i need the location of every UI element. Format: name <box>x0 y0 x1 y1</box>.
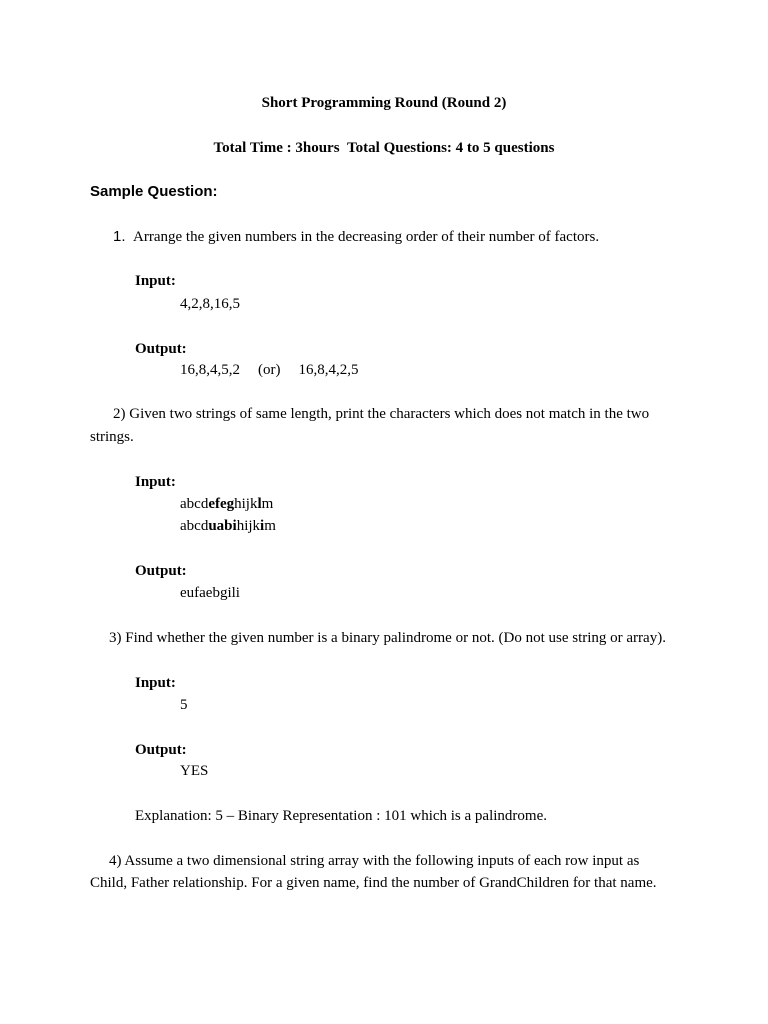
q2-input-line2 <box>180 516 276 536</box>
total-questions: Total Questions: 4 to 5 questions <box>347 140 555 156</box>
q1-input-label: Input: <box>135 273 176 289</box>
q1-output-label: Output: <box>135 341 187 357</box>
q1-output-b: 16,8,4,2,5 <box>298 362 359 378</box>
q3-explanation: Explanation: 5 – Binary Representation : 101 which is a palindrome. <box>135 808 547 824</box>
q2-in2-bold1: uabi <box>208 518 237 534</box>
q1-number: 1. <box>113 228 126 245</box>
question-1 <box>113 227 599 247</box>
q2-in2-plain2: hijk <box>236 518 261 534</box>
q2-text-line2: strings. <box>90 429 134 445</box>
q2-in1-bold1: efeg <box>208 496 235 512</box>
q3-input-label: Input: <box>135 675 176 691</box>
q1-output-value <box>180 360 359 380</box>
q3-output-value: YES <box>180 763 209 779</box>
q1-text: Arrange the given numbers in the decreasing order of their number of factors. <box>133 229 600 245</box>
q2-output-value: eufaebgili <box>180 585 240 601</box>
q2-in1-plain1: abcd <box>180 496 209 512</box>
q1-input-value: 4,2,8,16,5 <box>180 296 240 312</box>
q1-output-a: 16,8,4,5,2 <box>180 362 240 378</box>
q2-input-label: Input: <box>135 474 176 490</box>
subtitle <box>0 138 768 158</box>
q2-in1-bold2: l <box>257 496 262 512</box>
page-title: Short Programming Round (Round 2) <box>261 95 507 111</box>
q4-text-line1: 4) Assume a two dimensional string array with the following inputs of each row input as <box>109 853 640 869</box>
q3-output-label: Output: <box>135 742 187 758</box>
q2-in1-plain2: hijk <box>234 496 258 512</box>
q2-text-line1: 2) Given two strings of same length, print the characters which does not match in the two <box>113 406 650 422</box>
q2-in2-plain3: m <box>264 518 276 534</box>
q2-in2-plain1: abcd <box>180 518 209 534</box>
q2-in1-plain3: m <box>261 496 274 512</box>
q2-output-label: Output: <box>135 563 187 579</box>
q2-in2-bold2: i <box>260 518 265 534</box>
q3-text: 3) Find whether the given number is a binary palindrome or not. (Do not use string or array). <box>109 630 666 646</box>
sample-heading: Sample Question: <box>90 183 218 200</box>
q4-text-line2: Child, Father relationship. For a given name, find the number of GrandChildren for that name. <box>90 875 657 891</box>
q2-input-line1 <box>180 494 273 514</box>
q3-input-value: 5 <box>180 697 188 713</box>
q1-output-or: (or) <box>258 362 281 378</box>
total-time: Total Time : 3hours <box>213 140 340 156</box>
